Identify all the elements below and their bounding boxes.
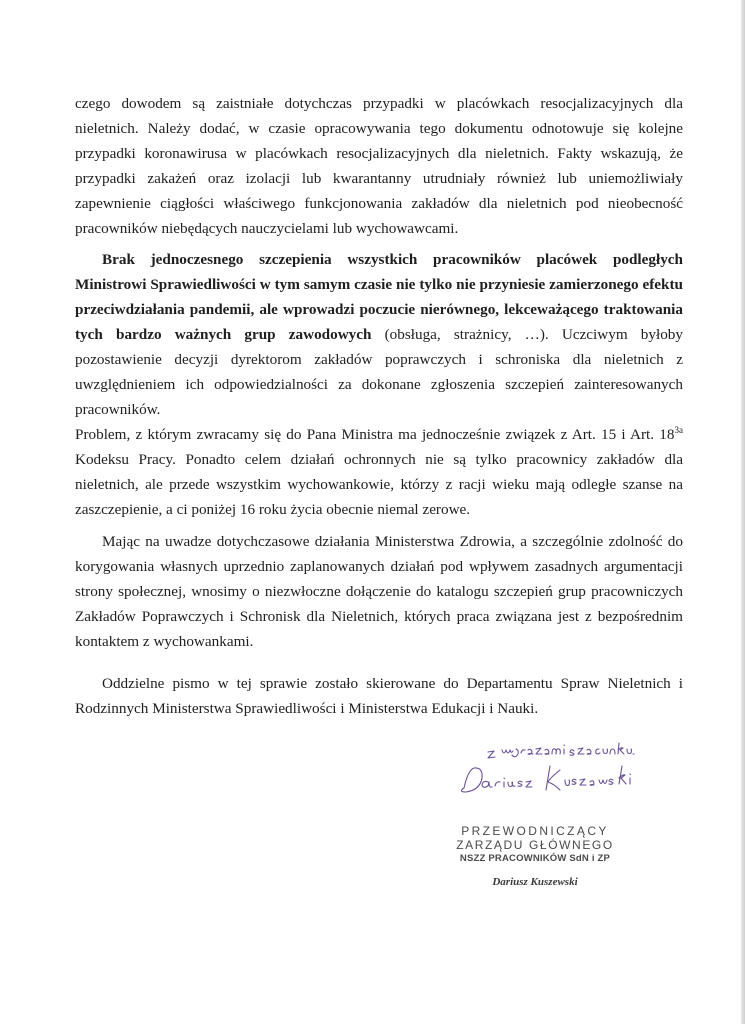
official-stamp	[455, 824, 615, 888]
paragraph-3-start: Problem, z którym zwracamy się do Pana Ministra ma jednocześnie związek z Art. 15 i Art. 18	[75, 425, 675, 443]
stamp-organization: NSZZ PRACOWNIKÓW SdN i ZP	[459, 853, 611, 864]
stamp-name: Dariusz Kuszewski	[492, 876, 578, 888]
paragraph-1: czego dowodem są zaistniałe dotychczas przypadki w placówkach resocjalizacyjnych dla nieletnich. Należy dodać, w czasie opracowywania tego dokumentu odnotowuje się kolejne przypadki koronawirusa w placówkach resocjalizacyjnych dla nieletnich. Fakty wskazują, że przypadki zakażeń oraz izolacji lub kwarantanny utrudniały również lub uniemożliwiały zapewnienie ciągłości właściwego funkcjonowania zakładów dla nieletnich pod nieobecność pracowników niebędących nauczycielami lub wychowawcami.	[75, 95, 683, 237]
paragraph-4: Mając na uwadze dotychczasowe działania Ministerstwa Zdrowia, a szczególnie zdolność do korygowania własnych uprzednio zaplanowanych działań pod wpływem zasadnych argumentacji strony społecznej, wnosimy o niezwłoczne dołączenie do katalogu szczepień grup pracowniczych Zakładów Poprawczych i Schronisk dla Nieletnich, których praca związana jest z bezpośrednim kontaktem z wychowankami.	[75, 533, 683, 651]
letter-body	[75, 92, 683, 722]
signature-drawing	[450, 740, 700, 810]
handwritten-signature	[450, 740, 700, 810]
paragraph-2	[75, 248, 683, 422]
paragraph-2-emphasis: Brak jednoczesnego szczepienia wszystkich pracowników placówek podległych Ministrowi Sprawiedliwości w tym samym czasie nie tylko nie przyniesie zamierzonego efektu przeciwdziałania pandemii, ale wprowadzi poczucie nierównego, lekceważącego traktowania tych bardzo ważnych grup zawodowych	[75, 251, 683, 344]
paragraph-5: Oddzielne pismo w tej sprawie zostało skierowane do Departamentu Spraw Nieletnich i Rodzinnych Ministerstwa Sprawiedliwości i Ministerstwa Edukacji i Nauki.	[75, 674, 683, 717]
paragraph-3	[75, 423, 683, 523]
paragraph-2-rest: (obsługa, strażnicy, …). Uczciwym byłoby pozostawienie decyzji dyrektorom zakładów poprawczych i schroniska dla nieletnich z uwzględnieniem ich odpowiedzialności za dokonane zgłoszenia szczepień zainteresowanych pracowników.	[75, 326, 683, 418]
scan-edge	[741, 0, 745, 1024]
paragraph-3-end: Kodeksu Pracy. Ponadto celem działań ochronnych nie są tylko pracownicy zakładów dla nieletnich, ale przede wszystkim wychowankowie, którzy z racji wieku mają odległe szanse na zaszczepienie, a ci poniżej 16 roku życia obecnie niemal zerowe.	[75, 450, 683, 518]
article-superscript: 3a	[674, 424, 683, 435]
stamp-board: ZARZĄDU GŁÓWNEGO	[456, 838, 614, 852]
stamp-title: PRZEWODNICZĄCY	[461, 824, 609, 838]
